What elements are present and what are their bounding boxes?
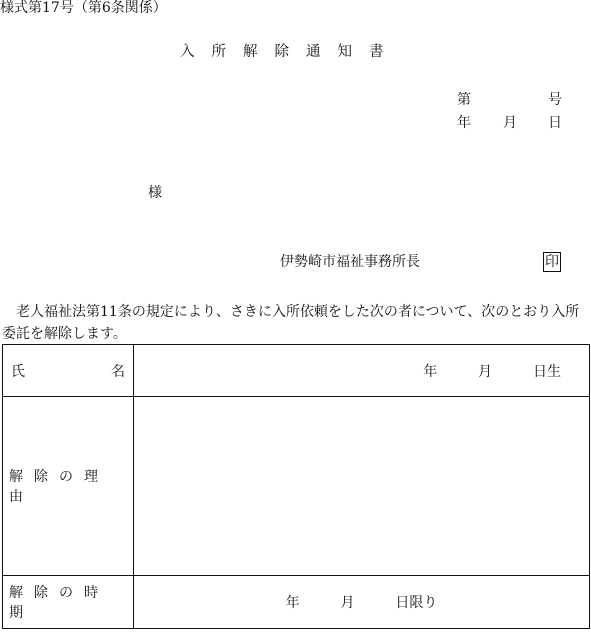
name-label-last: 名 [111,363,125,380]
birth-month: 月 [478,363,493,380]
issue-date-day: 日 [548,115,562,131]
issue-date-month: 月 [503,115,517,131]
reason-label: 解除の理由 [3,397,134,576]
reason-value-cell [134,397,590,576]
document-title: 入所解除通知書 [180,44,401,60]
seal-mark: 印 [545,254,559,270]
period-day: 日限り [395,595,438,611]
birth-day: 日生 [533,363,561,380]
document-number-suffix: 号 [548,92,562,108]
reason-row [3,397,590,576]
form-number: 様式第17号（第6条関係） [0,0,167,16]
details-table [2,344,590,629]
notice-body: 老人福祉法第11条の規定により、さきに入所依頼をした次の者について、次のとおり入所委託を解除します。 [2,304,580,342]
period-cell [134,576,590,629]
birth-year: 年 [423,363,438,380]
name-label-cell [3,345,134,397]
name-label-first: 氏 [11,363,25,380]
addressee-honorific: 様 [148,185,162,201]
issuer-name: 伊勢崎市福祉事務所長 [280,254,420,270]
period-month: 月 [340,595,355,611]
issue-date-year: 年 [457,115,471,131]
period-year: 年 [285,595,300,611]
document-number-prefix: 第 [457,92,471,108]
time-label: 解除の時期 [3,576,134,629]
time-row [3,576,590,629]
name-row [3,345,590,397]
birth-date-cell [134,345,590,397]
